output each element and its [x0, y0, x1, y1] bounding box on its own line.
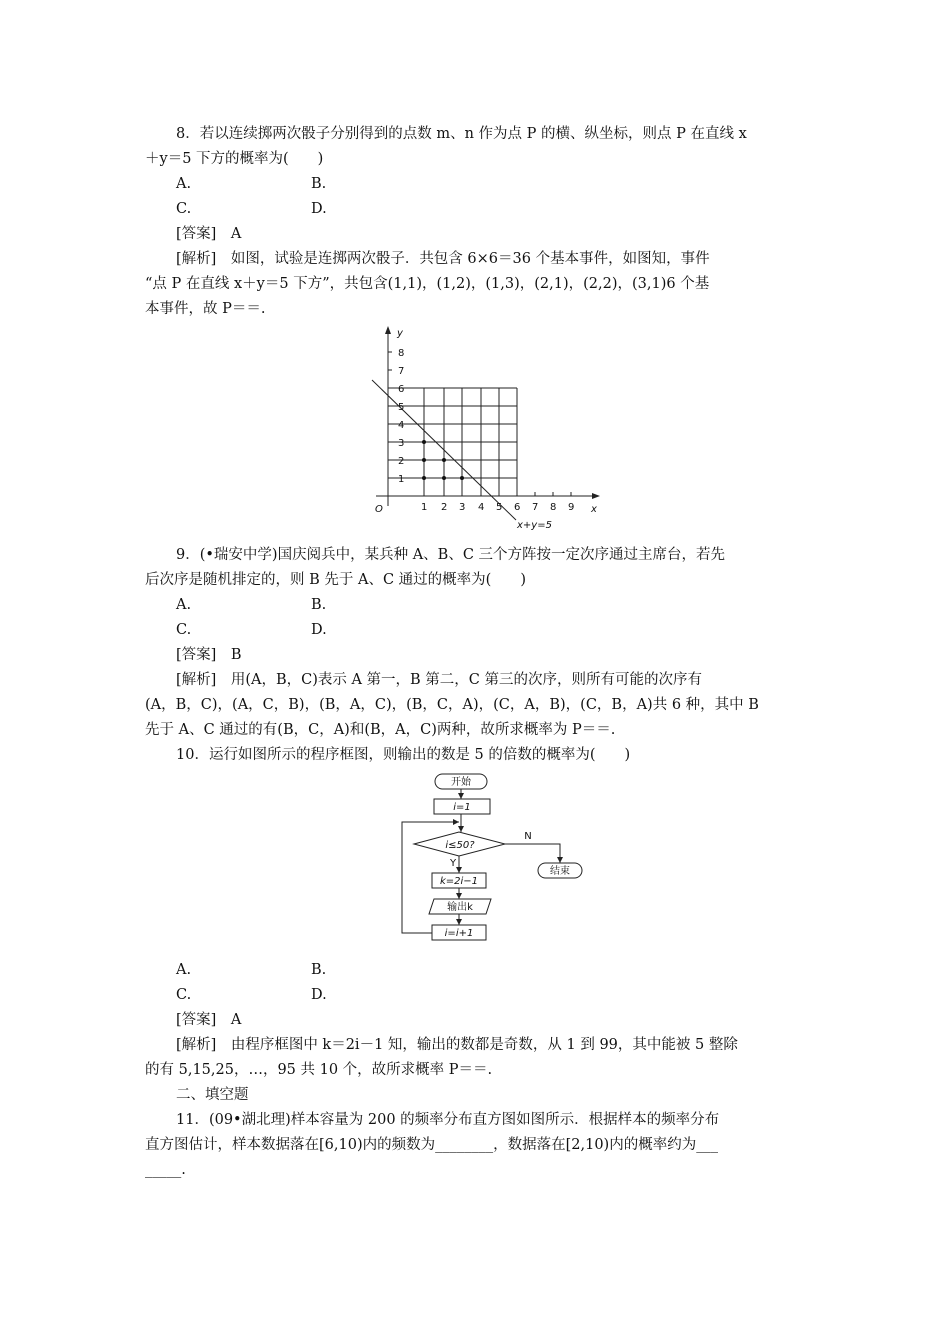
flow-increment-label: i=i+1 — [444, 928, 474, 939]
q8-solution-1: [解析] 如图，试验是连掷两次骰子．共包含 6×6＝36 个基本事件，如图知，事件 — [176, 251, 710, 267]
q11-line-1: 11．(09•湖北理)样本容量为 200 的频率分布直方图如图所示．根据样本的频率分布 — [176, 1112, 720, 1128]
x-tick-3: 3 — [459, 502, 466, 513]
section-heading: 二、填空题 — [176, 1087, 249, 1103]
q9-answer: [答案] B — [176, 647, 242, 663]
q10-option-a: A. — [176, 962, 192, 978]
q9-option-a: A. — [176, 597, 192, 613]
y-tick-1: 1 — [398, 474, 405, 485]
flow-start-label: 开始 — [451, 777, 471, 788]
y-tick-8: 8 — [398, 348, 405, 359]
q8-option-c: C. — [176, 201, 192, 217]
y-tick-2: 2 — [398, 456, 405, 467]
q9-solution-1: [解析] 用(A，B，C)表示 A 第一，B 第二，C 第三的次序，则所有可能的次序有 — [176, 672, 703, 688]
x-tick-1: 1 — [421, 502, 428, 513]
flow-calc-label: k=2i−1 — [439, 876, 479, 887]
q8-option-a: A. — [176, 176, 192, 192]
q9-solution-2: (A，B，C)，(A，C，B)，(B，A，C)，(B，C，A)，(C，A，B)，(C，B，A)共 6 种，其中 B — [145, 697, 759, 713]
flow-init-label: i=1 — [453, 802, 471, 813]
q10-answer: [答案] A — [176, 1012, 242, 1028]
x-tick-6: 6 — [514, 502, 521, 513]
q9-option-b: B. — [311, 597, 327, 613]
q8-solution-2: “点 P 在直线 x＋y＝5 下方”，共包含(1,1)，(1,2)，(1,3)，(2,1)，(2,2)，(3,1)6 个基 — [145, 276, 710, 292]
q9-option-c: C. — [176, 622, 192, 638]
coordinate-grid-figure — [360, 322, 610, 534]
flow-output-label: 输出k — [447, 902, 473, 913]
x-tick-4: 4 — [478, 502, 485, 513]
graph-y-axis-label: y — [397, 328, 403, 339]
y-tick-5: 5 — [398, 402, 405, 413]
flow-condition-label: i≤50? — [445, 840, 475, 851]
q11-line-2: 直方图估计，样本数据落在[6,10)内的频数为________，数据落在[2,10)内的概率约为___ — [145, 1137, 718, 1153]
q10-solution-1: [解析] 由程序框图中 k＝2i－1 知，输出的数都是奇数，从 1 到 99，其中能被 5 整除 — [176, 1037, 738, 1053]
q8-line-1: 8．若以连续掷两次骰子分别得到的点数 m、n 作为点 P 的横、纵坐标，则点 P 在直线 x — [176, 126, 747, 142]
q10-option-c: C. — [176, 987, 192, 1003]
graph-origin-label: O — [375, 504, 383, 515]
q8-line-2: ＋y＝5 下方的概率为( ) — [145, 151, 324, 167]
y-tick-4: 4 — [398, 420, 405, 431]
y-tick-3: 3 — [398, 438, 405, 449]
graph-x-axis-label: x — [591, 504, 597, 515]
q9-solution-3: 先于 A、C 通过的有(B，C，A)和(B，A，C)两种，故所求概率为 P＝＝. — [145, 722, 616, 738]
q9-line-2: 后次序是随机排定的，则 B 先于 A、C 通过的概率为( ) — [145, 572, 526, 588]
q10-solution-2: 的有 5,15,25，…，95 共 10 个，故所求概率 P＝＝. — [145, 1062, 493, 1078]
y-tick-7: 7 — [398, 366, 405, 377]
flow-end-label: 结束 — [550, 866, 570, 877]
q8-solution-3: 本事件，故 P＝＝. — [145, 301, 266, 317]
q8-answer: [答案] A — [176, 226, 242, 242]
x-tick-7: 7 — [532, 502, 539, 513]
line-equation-label: x+y=5 — [517, 520, 552, 531]
q11-line-3: _____. — [145, 1162, 186, 1178]
x-tick-9: 9 — [568, 502, 575, 513]
q9-line-1: 9．(•瑞安中学)国庆阅兵中，某兵种 A、B、C 三个方阵按一定次序通过主席台，若先 — [176, 547, 726, 563]
q8-option-d: D. — [311, 201, 327, 217]
flowchart-figure — [395, 770, 590, 950]
x-tick-2: 2 — [441, 502, 448, 513]
q9-option-d: D. — [311, 622, 327, 638]
q10-line-1: 10．运行如图所示的程序框图，则输出的数是 5 的倍数的概率为( ) — [176, 747, 631, 763]
q10-option-d: D. — [311, 987, 327, 1003]
flow-no-label: N — [524, 831, 532, 842]
x-tick-8: 8 — [550, 502, 557, 513]
q8-option-b: B. — [311, 176, 327, 192]
y-tick-6: 6 — [398, 384, 405, 395]
x-tick-5: 5 — [496, 502, 503, 513]
q10-option-b: B. — [311, 962, 327, 978]
flow-yes-label: Y — [449, 858, 457, 869]
